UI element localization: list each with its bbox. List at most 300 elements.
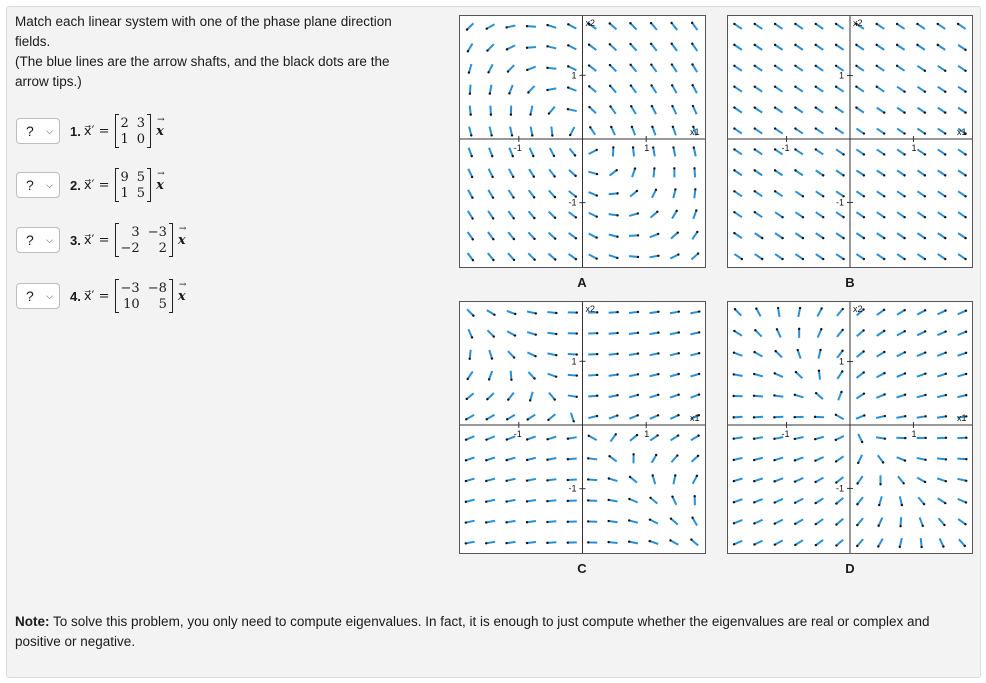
arrow-tip — [753, 373, 755, 375]
arrow-tip — [733, 522, 735, 524]
arrow-tip — [903, 258, 905, 260]
arrow-tip — [815, 148, 817, 150]
arrow-shaft — [938, 254, 945, 259]
matrix-cell: 10 — [123, 296, 140, 312]
arrow-shaft — [857, 330, 864, 336]
arrow-shaft — [672, 497, 676, 505]
arrow-tip — [774, 148, 776, 150]
arrow-tip — [575, 237, 577, 239]
arrow-shaft — [549, 190, 555, 197]
arrow-tip — [555, 312, 557, 314]
arrow-shaft — [547, 353, 556, 355]
arrow-shaft — [673, 475, 675, 484]
arrow-tip — [651, 105, 653, 107]
arrow-tip — [965, 309, 967, 311]
arrow-shaft — [775, 520, 783, 524]
arrow-shaft — [816, 108, 823, 113]
arrow-tip — [485, 438, 487, 440]
arrow-tip — [652, 146, 654, 148]
select-value: ? — [26, 232, 34, 248]
arrow-tip — [896, 23, 898, 25]
arrow-shaft — [487, 24, 495, 28]
arrow-shaft — [486, 436, 494, 439]
arrow-tip — [856, 482, 858, 484]
arrow-tip — [815, 392, 817, 394]
arrow-shaft — [588, 458, 597, 459]
arrow-tip — [883, 258, 885, 260]
arrow-tip — [691, 517, 693, 519]
system-number: 3. — [70, 232, 81, 248]
arrow-shaft — [917, 108, 924, 113]
arrow-tip — [883, 153, 885, 155]
arrow-tip — [596, 311, 598, 313]
arrow-shaft — [897, 87, 904, 92]
arrow-shaft — [650, 353, 659, 355]
arrow-tip — [878, 504, 880, 506]
arrow-tip — [883, 111, 885, 113]
arrow-tip — [629, 476, 631, 478]
arrow-tip — [506, 48, 508, 50]
arrow-tip — [856, 524, 858, 526]
arrow-shaft — [958, 45, 965, 50]
arrow-shaft — [468, 371, 473, 378]
arrow-tip — [657, 255, 659, 257]
answer-select-3[interactable] — [16, 227, 60, 253]
arrow-tip — [637, 373, 639, 375]
arrow-shaft — [589, 234, 597, 238]
arrow-tip — [553, 175, 555, 177]
arrow-tip — [819, 349, 821, 351]
arrow-tip — [669, 539, 671, 541]
arrow-tip — [650, 43, 652, 45]
arrow-tip — [904, 459, 906, 461]
arrow-shaft — [957, 479, 966, 481]
arrow-shaft — [879, 518, 883, 526]
arrow-shaft — [609, 312, 618, 313]
arrow-tip — [883, 309, 885, 311]
arrow-shaft — [756, 309, 760, 317]
arrow-tip — [657, 311, 659, 313]
arrow-shaft — [609, 255, 618, 258]
arrow-shaft — [897, 45, 904, 50]
arrow-shaft — [529, 190, 534, 197]
arrow-shaft — [670, 374, 679, 376]
arrow-shaft — [734, 458, 743, 460]
arrow-tip — [677, 253, 679, 255]
arrow-shaft — [590, 127, 595, 134]
arrow-shaft — [856, 149, 863, 154]
arrow-shaft — [692, 232, 697, 239]
arrow-shaft — [755, 330, 761, 336]
arrow-shaft — [878, 539, 882, 547]
arrow-tip — [553, 155, 555, 157]
arrow-tip — [698, 352, 700, 354]
arrow-tip — [576, 374, 578, 376]
arrow-shaft — [856, 415, 864, 418]
arrow-shaft — [611, 106, 616, 113]
arrow-shaft — [958, 311, 966, 315]
arrow-shaft — [734, 353, 742, 356]
arrow-tip — [694, 188, 696, 190]
arrow-tip — [546, 459, 548, 461]
arrow-tip — [546, 479, 548, 481]
arrow-tip — [965, 458, 967, 460]
x-axis-label: x1 — [957, 412, 967, 423]
arrow-shaft — [490, 127, 492, 136]
arrow-tip — [609, 105, 611, 107]
arrow-shaft — [569, 254, 576, 259]
arrow-tip — [677, 434, 679, 436]
arrow-tip — [857, 462, 859, 464]
arrow-tip — [678, 331, 680, 333]
arrow-tip — [882, 461, 884, 463]
arrow-shaft — [858, 476, 863, 483]
arrow-tip — [799, 307, 801, 309]
arrow-tip — [616, 192, 618, 194]
arrow-shaft — [917, 353, 925, 357]
arrow-shaft — [547, 46, 556, 48]
arrow-shaft — [959, 539, 965, 546]
arrow-shaft — [629, 520, 638, 522]
arrow-tip — [904, 415, 906, 417]
arrow-tip — [507, 70, 509, 72]
arrow-tip — [964, 153, 966, 155]
arrow-tip — [916, 23, 918, 25]
arrow-tip — [616, 332, 618, 334]
arrow-shaft — [816, 191, 823, 196]
arrow-tip — [903, 174, 905, 176]
arrow-shaft — [775, 499, 783, 503]
arrow-shaft — [917, 458, 926, 460]
arrow-shaft — [571, 413, 574, 422]
arrow-shaft — [511, 371, 512, 380]
system-row-3 — [16, 226, 186, 254]
arrow-shaft — [547, 479, 556, 480]
arrow-shaft — [529, 169, 534, 177]
arrow-shaft — [589, 213, 597, 217]
arrow-tip — [876, 86, 878, 88]
arrow-tip — [526, 25, 528, 27]
arrow-tip — [774, 65, 776, 67]
arrow-shaft — [693, 210, 696, 218]
arrow-shaft — [836, 129, 843, 134]
arrow-shaft — [816, 212, 823, 217]
arrow-tip — [574, 175, 576, 177]
arrow-shaft — [487, 330, 493, 336]
arrow-tip — [486, 418, 488, 420]
x-tick-label: -1 — [513, 428, 522, 439]
arrow-tip — [733, 127, 735, 129]
arrow-shaft — [836, 540, 843, 546]
arrow-tip — [637, 332, 639, 334]
arrow-shaft — [775, 45, 782, 50]
arrow-tip — [533, 196, 535, 198]
arrow-shaft — [734, 129, 741, 134]
arrow-shaft — [609, 193, 618, 194]
arrow-tip — [491, 176, 493, 178]
arrow-tip — [637, 352, 639, 354]
system-number: 1. — [70, 123, 81, 139]
arrow-shaft — [897, 149, 904, 154]
arrow-tip — [733, 330, 735, 332]
arrow-shaft — [609, 354, 618, 355]
arrow-tip — [965, 501, 967, 503]
arrow-tip — [567, 23, 569, 25]
chevron-down-icon: ⌵ — [46, 290, 53, 301]
arrow-tip — [648, 540, 650, 542]
arrow-tip — [673, 167, 675, 169]
arrow-shaft — [527, 47, 536, 48]
arrow-shaft — [939, 518, 945, 525]
arrow-tip — [899, 546, 901, 548]
arrow-tip — [567, 65, 569, 67]
arrow-shaft — [795, 191, 802, 196]
arrow-shaft — [610, 170, 617, 175]
arrow-shaft — [816, 519, 823, 524]
x-axis-label: x1 — [690, 126, 700, 137]
arrow-tip — [944, 258, 946, 260]
arrow-shaft — [957, 459, 966, 460]
arrow-tip — [802, 195, 804, 197]
arrow-tip — [863, 174, 865, 176]
arrow-shaft — [836, 477, 843, 483]
arrow-tip — [567, 108, 569, 110]
arrow-tip — [693, 146, 695, 148]
arrow-shaft — [857, 497, 863, 504]
arrow-shaft — [570, 127, 574, 135]
arrow-shaft — [897, 352, 905, 356]
system-row-4 — [16, 282, 186, 310]
arrow-tip — [964, 91, 966, 93]
arrow-shaft — [486, 500, 495, 502]
arrow-tip — [922, 525, 924, 527]
arrow-tip — [467, 378, 469, 380]
note — [15, 612, 975, 652]
arrow-tip — [883, 330, 885, 332]
arrow-tip — [815, 106, 817, 108]
arrow-shaft — [917, 191, 924, 196]
arrow-tip — [904, 437, 906, 439]
arrow-tip — [467, 50, 469, 52]
answer-select-1[interactable] — [16, 118, 60, 144]
arrow-tip — [589, 126, 591, 128]
arrow-shaft — [589, 66, 596, 71]
arrow-tip — [883, 174, 885, 176]
arrow-tip — [841, 350, 843, 352]
arrow-shaft — [917, 310, 925, 314]
arrow-shaft — [693, 85, 697, 93]
arrow-shaft — [775, 233, 782, 238]
arrow-shaft — [653, 148, 655, 157]
arrow-shaft — [856, 394, 864, 399]
arrow-shaft — [547, 521, 556, 522]
arrow-tip — [698, 331, 700, 333]
arrow-tip — [753, 543, 755, 545]
arrow-tip — [677, 393, 679, 395]
arrow-tip — [507, 398, 509, 400]
arrow-shaft — [629, 312, 638, 313]
arrow-tip — [794, 106, 796, 108]
arrow-shaft — [754, 374, 763, 376]
arrow-shaft — [589, 86, 596, 92]
arrow-tip — [485, 480, 487, 482]
arrow-tip — [753, 459, 755, 461]
arrow-shaft — [897, 129, 904, 134]
arrow-shaft — [527, 312, 536, 314]
arrow-tip — [945, 352, 947, 354]
arrow-tip — [672, 146, 674, 148]
arrow-tip — [794, 544, 796, 546]
arrow-tip — [588, 106, 590, 108]
arrow-tip — [637, 394, 639, 396]
vector-x: → x — [178, 289, 186, 304]
arrow-shaft — [548, 25, 557, 28]
arrow-shaft — [610, 86, 616, 93]
arrow-tip — [732, 416, 734, 418]
arrow-tip — [774, 543, 776, 545]
arrow-tip — [471, 217, 473, 219]
matrix-cell: 3 — [136, 115, 146, 131]
arrow-shaft — [858, 455, 862, 463]
arrow-shaft — [815, 437, 824, 439]
arrow-shaft — [917, 233, 924, 238]
arrow-shaft — [527, 26, 536, 27]
arrow-tip — [924, 437, 926, 439]
arrow-shaft — [897, 212, 904, 217]
arrow-tip — [656, 211, 658, 213]
arrow-shaft — [609, 479, 618, 482]
arrow-shaft — [795, 45, 802, 50]
arrow-tip — [576, 332, 578, 334]
arrow-tip — [965, 437, 967, 439]
y-tick-label: 1 — [839, 70, 845, 81]
arrow-tip — [510, 378, 512, 380]
arrow-shaft — [795, 395, 804, 398]
arrow-tip — [822, 237, 824, 239]
arrow-shaft — [917, 87, 924, 92]
arrow-tip — [608, 455, 610, 457]
arrow-shaft — [610, 65, 616, 71]
arrow-shaft — [690, 353, 699, 355]
arrow-tip — [924, 91, 926, 93]
arrow-tip — [632, 146, 634, 148]
arrow-tip — [505, 480, 507, 482]
arrow-tip — [488, 378, 490, 380]
arrow-tip — [529, 399, 531, 401]
arrow-shaft — [650, 541, 659, 544]
arrow-tip — [862, 308, 864, 310]
arrow-shaft — [836, 233, 843, 238]
arrow-tip — [945, 373, 947, 375]
arrow-tip — [596, 353, 598, 355]
arrow-tip — [487, 71, 489, 73]
arrow-shaft — [547, 500, 556, 501]
arrow-tip — [835, 544, 837, 546]
arrow-tip — [677, 231, 679, 233]
arrow-tip — [567, 458, 569, 460]
answer-select-2[interactable] — [16, 172, 60, 198]
arrow-tip — [651, 474, 653, 476]
arrow-tip — [554, 398, 556, 400]
arrow-tip — [794, 44, 796, 46]
arrow-tip — [753, 480, 755, 482]
arrow-shaft — [487, 393, 494, 399]
arrow-tip — [657, 331, 659, 333]
arrow-shaft — [877, 331, 884, 336]
arrow-tip — [587, 499, 589, 501]
arrow-shaft — [673, 148, 675, 157]
arrow-tip — [863, 132, 865, 134]
y-tick-label: 1 — [571, 356, 577, 367]
arrow-shaft — [877, 191, 884, 196]
arrow-shaft — [775, 129, 782, 134]
arrow-tip — [733, 352, 735, 354]
arrow-shaft — [755, 254, 762, 259]
arrow-tip — [899, 525, 901, 527]
arrow-tip — [567, 521, 569, 523]
arrow-shaft — [650, 312, 659, 313]
arrow-shaft — [897, 395, 906, 398]
arrow-shaft — [507, 521, 516, 522]
arrow-tip — [883, 132, 885, 134]
arrow-tip — [903, 111, 905, 113]
arrow-shaft — [917, 374, 925, 377]
arrow-tip — [526, 69, 528, 71]
arrow-shaft — [856, 254, 863, 259]
arrow-shaft — [651, 44, 657, 51]
arrow-shaft — [610, 23, 617, 29]
arrow-shaft — [468, 44, 473, 52]
arrow-shaft — [530, 392, 533, 401]
arrow-tip — [491, 155, 493, 157]
arrow-tip — [609, 85, 611, 87]
arrow-shaft — [694, 189, 695, 198]
answer-select-4[interactable] — [16, 283, 60, 309]
arrow-shaft — [650, 520, 658, 524]
arrow-shaft — [633, 147, 634, 156]
arrow-tip — [794, 65, 796, 67]
arrow-tip — [531, 134, 533, 136]
arrow-shaft — [588, 416, 597, 418]
arrow-tip — [616, 373, 618, 375]
arrow-shaft — [755, 233, 762, 238]
arrow-tip — [733, 232, 735, 234]
arrow-shaft — [486, 479, 495, 481]
arrow-tip — [904, 330, 906, 332]
arrow-tip — [896, 65, 898, 67]
arrow-tip — [733, 211, 735, 213]
arrow-shaft — [691, 540, 698, 546]
arrow-shaft — [777, 329, 781, 337]
matrix-cell: −8 — [147, 280, 167, 296]
arrow-tip — [924, 394, 926, 396]
arrow-tip — [657, 233, 659, 235]
arrow-tip — [631, 126, 633, 128]
arrow-tip — [678, 373, 680, 375]
arrow-shaft — [856, 45, 863, 50]
arrow-tip — [754, 23, 756, 25]
arrow-shaft — [917, 24, 924, 29]
arrow-shaft — [547, 333, 556, 334]
arrow-shaft — [530, 148, 534, 156]
arrow-tip — [588, 64, 590, 66]
arrow-shaft — [938, 212, 945, 217]
arrow-tip — [861, 441, 863, 443]
arrow-shaft — [652, 127, 655, 135]
arrow-tip — [546, 45, 548, 47]
arrow-shaft — [569, 233, 576, 238]
arrow-tip — [815, 127, 817, 129]
